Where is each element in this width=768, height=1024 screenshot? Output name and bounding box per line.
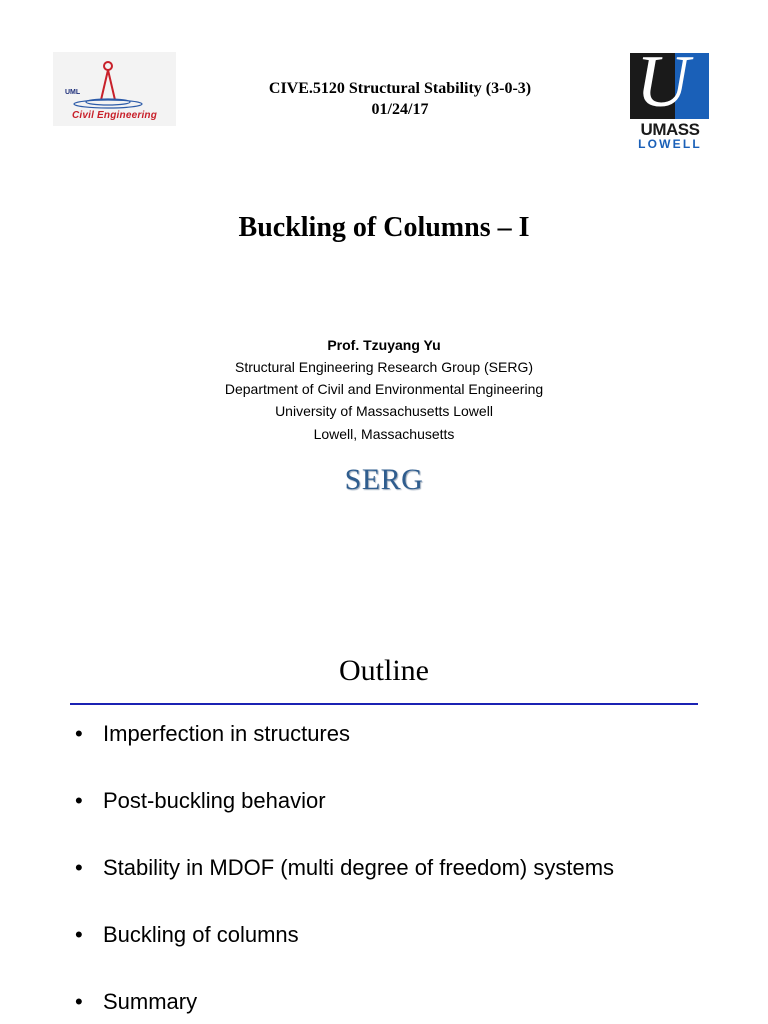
slide-title: Buckling of Columns – I [238,212,530,243]
outline-title: Outline [339,654,429,687]
author-affiliation-line: University of Massachusetts Lowell [275,403,493,419]
bullet-icon: • [75,788,83,813]
bullet-icon: • [75,989,83,1014]
course-title: CIVE.5120 Structural Stability (3-0-3) [268,80,532,97]
serg-logo: SERG [344,463,424,496]
outline-divider [70,703,698,705]
uml-logo-small-text: UML [65,89,81,96]
bullet-icon: • [75,855,83,880]
author-name: Prof. Tzuyang Yu [327,337,441,353]
umass-logo-mark [630,53,709,119]
umass-logo-letter: U [636,53,690,119]
author-affiliation-line: Structural Engineering Research Group (SERG) [234,359,534,375]
course-date: 01/24/17 [371,101,429,118]
bullet-icon: • [75,721,83,746]
umass-lowell-logo [628,53,712,151]
bullet-icon: • [75,922,83,947]
umass-logo-name: UMASS [640,120,700,139]
author-affiliation-line: Lowell, Massachusetts [313,426,455,442]
author-affiliation-line: Department of Civil and Environmental Engineering [224,381,544,397]
outline-item-text: Summary [103,989,198,1014]
umass-logo-sub: LOWELL [638,137,702,151]
outline-item-text: Post-buckling behavior [103,788,326,813]
outline-item-text: Stability in MDOF (multi degree of freedom) systems [103,855,615,880]
outline-item-text: Buckling of columns [103,922,299,947]
outline-item-text: Imperfection in structures [103,721,350,746]
civil-engineering-logo-text: Civil Engineering [71,110,158,121]
